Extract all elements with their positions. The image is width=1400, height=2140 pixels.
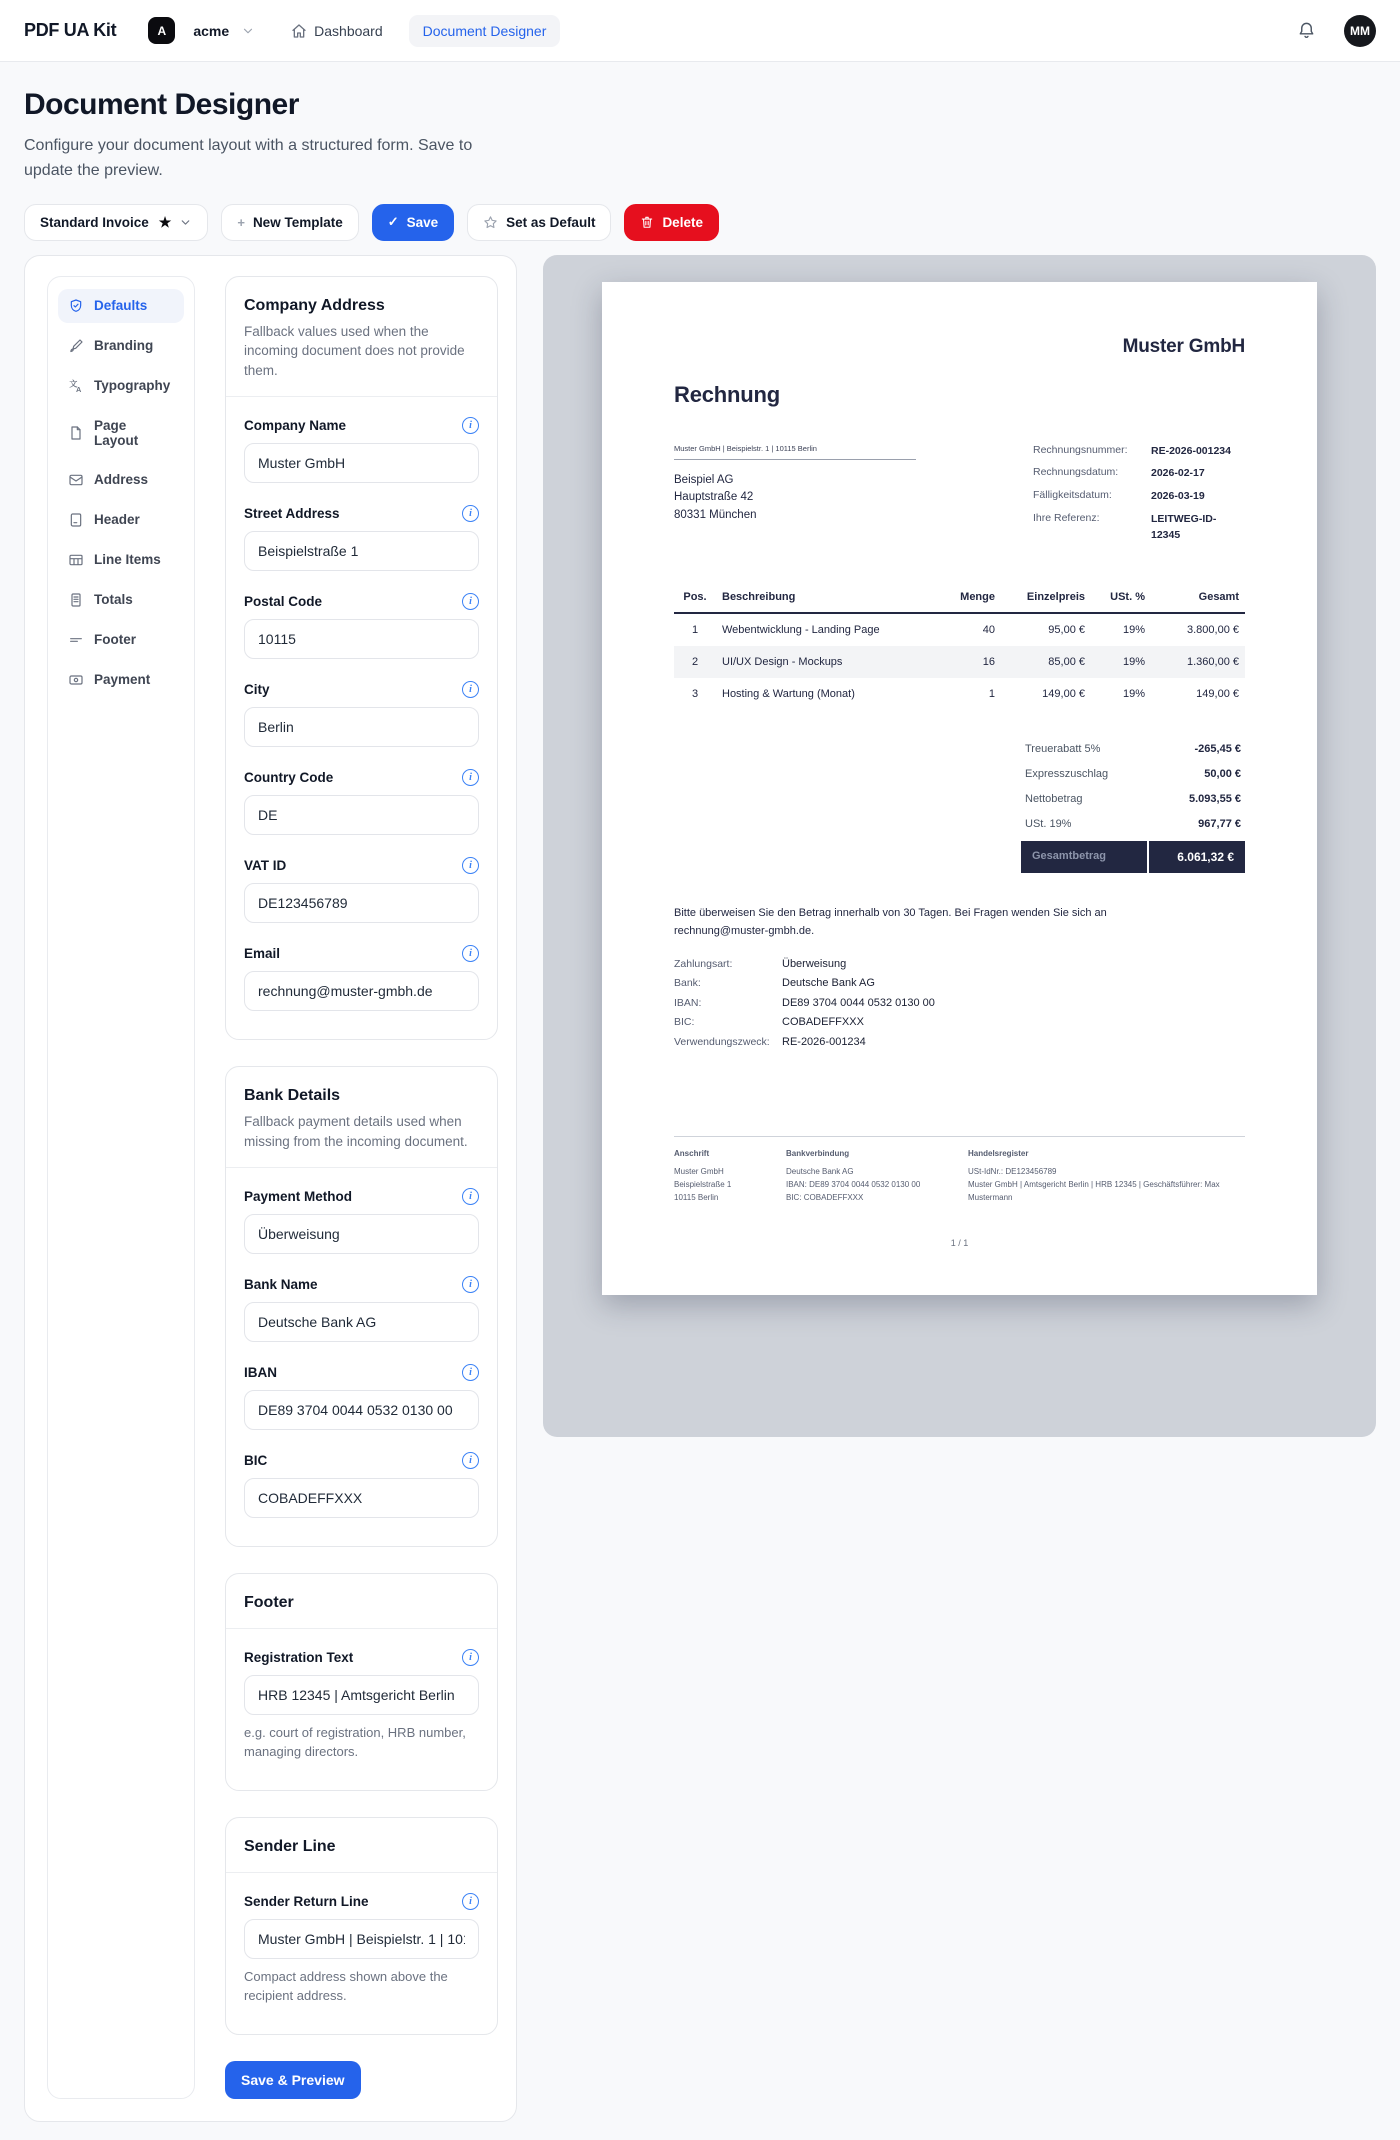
- file-text-icon: [68, 512, 84, 528]
- meta-label: Fälligkeitsdatum:: [1033, 489, 1112, 502]
- plus-icon: +: [237, 214, 245, 230]
- totals-row: USt. 19% 967,77 €: [1025, 817, 1241, 830]
- table-row: 3 Hosting & Wartung (Monat) 1 149,00 € 19% 149,00 €: [691, 688, 1239, 701]
- invoice-totals: [1021, 736, 1245, 873]
- sidebar-item-label: Defaults: [94, 298, 148, 314]
- street-address-input[interactable]: [244, 531, 479, 571]
- field-street-address: [244, 505, 479, 571]
- sidebar-item-line-items[interactable]: [58, 543, 184, 577]
- invoice-address-block: [674, 444, 916, 551]
- sidebar-item-payment[interactable]: [58, 663, 184, 697]
- envelope-icon: [68, 472, 84, 488]
- receipt-icon: [68, 592, 84, 608]
- nav-dashboard-label: Dashboard: [314, 22, 383, 39]
- invoice-page: [602, 282, 1317, 1295]
- shield-check-icon: [68, 298, 84, 314]
- section-company-address: [225, 276, 498, 1041]
- save-label: Save: [406, 214, 439, 230]
- info-icon[interactable]: i: [462, 1364, 479, 1381]
- grand-total-label: Gesamtbetrag: [1021, 841, 1147, 873]
- table-header-row: [674, 584, 1245, 613]
- designer-sidebar: [47, 276, 195, 2099]
- save-button[interactable]: [372, 204, 454, 241]
- set-default-label: Set as Default: [506, 214, 596, 230]
- set-default-button[interactable]: [467, 204, 611, 241]
- recipient-line: Hauptstraße 42: [674, 491, 754, 504]
- section-footer: [225, 1573, 498, 1791]
- info-icon[interactable]: i: [462, 857, 479, 874]
- info-icon[interactable]: i: [462, 1893, 479, 1910]
- info-icon[interactable]: i: [462, 1188, 479, 1205]
- meta-value: LEITWEG-ID-12345: [1151, 512, 1217, 541]
- field-iban: [244, 1364, 479, 1430]
- workspace-avatar[interactable]: A: [148, 17, 175, 44]
- email-input[interactable]: [244, 971, 479, 1011]
- invoice-meta: [1033, 444, 1245, 551]
- delete-label: Delete: [662, 214, 703, 230]
- section-description: Fallback values used when the incoming document does not provide them.: [244, 323, 465, 378]
- table-row: 1 Webentwicklung - Landing Page 40 95,00 € 19% 3.800,00 €: [691, 624, 1239, 637]
- section-sender-line: [225, 1817, 498, 2035]
- section-bank-details: [225, 1066, 498, 1547]
- field-bic: [244, 1452, 479, 1518]
- field-label: Company Name: [244, 418, 347, 434]
- save-preview-button[interactable]: Save & Preview: [225, 2061, 361, 2099]
- footer-col-handelsregister: Handelsregister USt-IdNr.: DE123456789 Muster GmbH | Amtsgericht Berlin | HRB 12345 | Geschäftsführer: Max Mustermann: [968, 1148, 1220, 1203]
- info-icon[interactable]: i: [462, 769, 479, 786]
- bank-name-input[interactable]: [244, 1302, 479, 1342]
- sidebar-item-label: Line Items: [94, 552, 161, 568]
- section-title: Footer: [244, 1594, 294, 1612]
- field-label: City: [244, 682, 270, 698]
- invoice-payment-note: Bitte überweisen Sie den Betrag innerhalb von 30 Tagen. Bei Fragen wenden Sie sich an rechnung@muster-gmbh.de.: [674, 907, 1107, 937]
- invoice-sender-line: Muster GmbH | Beispielstr. 1 | 10115 Berlin: [674, 444, 916, 460]
- postal-code-input[interactable]: [244, 619, 479, 659]
- grand-total: [1021, 841, 1245, 873]
- field-bank-name: [244, 1276, 479, 1342]
- meta-label: Ihre Referenz:: [1033, 511, 1100, 524]
- top-navbar: [0, 0, 1400, 62]
- designer-config-panel: [24, 255, 517, 2122]
- template-selector-label: Standard Invoice: [40, 214, 149, 230]
- nav-document-designer[interactable]: Document Designer: [409, 15, 561, 47]
- payment-method-input[interactable]: [244, 1214, 479, 1254]
- language-type-icon: [68, 378, 84, 394]
- meta-label: Rechnungsdatum:: [1033, 466, 1119, 479]
- star-filled-icon: ★: [158, 213, 172, 230]
- sidebar-item-label: Totals: [94, 592, 133, 608]
- registration-text-input[interactable]: [244, 1675, 479, 1715]
- invoice-company-name: Muster GmbH: [1122, 335, 1245, 357]
- sidebar-item-page-layout[interactable]: [58, 409, 184, 457]
- country-code-input[interactable]: [244, 795, 479, 835]
- field-vat-id: [244, 857, 479, 923]
- svg-text:文: 文: [69, 379, 78, 389]
- new-template-button[interactable]: [221, 204, 358, 241]
- meta-label: Rechnungsnummer:: [1033, 443, 1128, 456]
- info-icon[interactable]: i: [462, 593, 479, 610]
- sidebar-item-label: Address: [94, 472, 149, 488]
- sidebar-item-label: Branding: [94, 338, 154, 354]
- info-icon[interactable]: i: [462, 505, 479, 522]
- sender-return-line-input[interactable]: [244, 1919, 479, 1959]
- totals-row: Expresszuschlag 50,00 €: [1025, 767, 1241, 780]
- sidebar-item-label: Typography: [94, 378, 171, 394]
- field-email: [244, 945, 479, 1011]
- field-registration-text: [244, 1649, 479, 1762]
- col-unit-price: Einzelpreis: [1001, 584, 1091, 613]
- payment-detail-row: Bank: Deutsche Bank AG: [674, 977, 875, 990]
- new-template-label: New Template: [252, 214, 343, 230]
- field-hint: e.g. court of registration, HRB number, managing directors.: [244, 1725, 466, 1760]
- field-company-name: [244, 417, 479, 483]
- field-label: BIC: [244, 1453, 268, 1469]
- section-title: Bank Details: [244, 1087, 341, 1105]
- sidebar-item-label: Payment: [94, 672, 151, 688]
- document-preview-panel: [543, 255, 1376, 1437]
- invoice-footer: [674, 1136, 1245, 1205]
- section-description: Fallback payment details used when missing from the incoming document.: [244, 1114, 468, 1149]
- star-outline-icon: [483, 215, 498, 230]
- field-hint: Compact address shown above the recipient address.: [244, 1969, 448, 2003]
- page-subtitle: Configure your document layout with a structured form. Save to update the preview.: [24, 137, 473, 179]
- info-icon[interactable]: i: [462, 1276, 479, 1293]
- payment-detail-row: Zahlungsart: Überweisung: [674, 957, 847, 970]
- sidebar-item-address[interactable]: [58, 463, 184, 497]
- col-vat: USt. %: [1091, 584, 1151, 613]
- totals-row: Nettobetrag 5.093,55 €: [1025, 792, 1241, 805]
- col-total: Gesamt: [1151, 584, 1245, 613]
- meta-row: [1033, 489, 1245, 505]
- payment-detail-row: IBAN: DE89 3704 0044 0532 0130 00: [674, 996, 935, 1009]
- meta-row: [1033, 512, 1245, 544]
- sidebar-item-header[interactable]: [58, 503, 184, 537]
- field-country-code: [244, 769, 479, 835]
- check-icon: ✓: [387, 214, 399, 230]
- delete-button[interactable]: [624, 204, 719, 241]
- paintbrush-icon: [68, 338, 84, 354]
- table-icon: [68, 552, 84, 568]
- info-icon[interactable]: i: [462, 681, 479, 698]
- info-icon[interactable]: i: [462, 945, 479, 962]
- field-label: Payment Method: [244, 1189, 353, 1205]
- payment-detail-row: BIC: COBADEFFXXX: [674, 1016, 864, 1029]
- city-input[interactable]: [244, 707, 479, 747]
- lines-icon: [68, 632, 84, 648]
- sidebar-item-defaults[interactable]: [58, 289, 184, 323]
- footer-col-anschrift: Anschrift Muster GmbH Beispielstraße 1 10115 Berlin: [674, 1148, 732, 1203]
- field-label: Registration Text: [244, 1650, 354, 1666]
- col-pos: Pos.: [674, 584, 716, 613]
- invoice-line-items-table: [674, 584, 1245, 710]
- info-icon[interactable]: i: [462, 1649, 479, 1666]
- section-title: Sender Line: [244, 1838, 336, 1856]
- field-label: Street Address: [244, 506, 340, 522]
- field-sender-return-line: [244, 1893, 479, 2006]
- home-icon: [291, 23, 307, 39]
- sidebar-item-label: Header: [94, 512, 140, 528]
- template-selector[interactable]: [24, 204, 208, 241]
- sidebar-item-label: Page Layout: [94, 417, 139, 448]
- meta-value: RE-2026-001234: [1151, 444, 1231, 457]
- col-qty: Menge: [943, 584, 1001, 613]
- field-label: Bank Name: [244, 1277, 318, 1293]
- field-label: IBAN: [244, 1365, 277, 1381]
- trash-icon: [640, 215, 654, 229]
- footer-col-bankverbindung: Bankverbindung Deutsche Bank AG IBAN: DE89 3704 0044 0532 0130 00 BIC: COBADEFFXXX: [786, 1148, 921, 1203]
- field-postal-code: [244, 593, 479, 659]
- meta-row: [1033, 444, 1245, 460]
- field-city: [244, 681, 479, 747]
- field-label: Sender Return Line: [244, 1894, 369, 1910]
- banknote-icon: [68, 672, 84, 688]
- sidebar-item-totals[interactable]: [58, 583, 184, 617]
- designer-form: [225, 276, 498, 2099]
- template-toolbar: [0, 184, 1400, 241]
- invoice-page-indicator: 1 / 1: [950, 1238, 969, 1249]
- payment-detail-row: Verwendungszweck: RE-2026-001234: [674, 1035, 866, 1048]
- totals-row: Treuerabatt 5% -265,45 €: [1025, 742, 1241, 755]
- page-icon: [68, 425, 84, 441]
- info-icon[interactable]: i: [462, 1452, 479, 1469]
- chevron-down-icon: [179, 216, 192, 229]
- invoice-payment-details: [674, 958, 1245, 1048]
- sidebar-item-footer[interactable]: [58, 623, 184, 657]
- bell-icon[interactable]: [1297, 21, 1316, 40]
- section-title: Company Address: [244, 296, 385, 314]
- chevron-down-icon[interactable]: [241, 24, 255, 38]
- col-description: Beschreibung: [716, 584, 943, 613]
- svg-text:A: A: [76, 384, 82, 394]
- sidebar-item-typography[interactable]: [58, 369, 184, 403]
- meta-value: 2026-02-17: [1151, 467, 1205, 480]
- table-row: 2 UI/UX Design - Mockups 16 85,00 € 19% 1.360,00 €: [674, 646, 1245, 678]
- vat-id-input[interactable]: [244, 883, 479, 923]
- field-label: Postal Code: [244, 594, 323, 610]
- app-brand: PDF UA Kit: [24, 20, 117, 40]
- recipient-line: 80331 München: [674, 509, 757, 522]
- field-payment-method: [244, 1188, 479, 1254]
- iban-input[interactable]: [244, 1390, 479, 1430]
- meta-value: 2026-03-19: [1151, 490, 1205, 503]
- user-avatar[interactable]: MM: [1344, 15, 1376, 47]
- field-label: Email: [244, 946, 281, 962]
- info-icon[interactable]: i: [462, 417, 479, 434]
- field-label: VAT ID: [244, 858, 287, 874]
- grand-total-value: 6.061,32 €: [1149, 841, 1245, 873]
- company-name-input[interactable]: [244, 443, 479, 483]
- bic-input[interactable]: [244, 1478, 479, 1518]
- meta-row: [1033, 466, 1245, 482]
- invoice-title: Rechnung: [674, 381, 780, 407]
- invoice-recipient: [674, 472, 916, 525]
- nav-dashboard[interactable]: [291, 23, 383, 39]
- field-label: Country Code: [244, 770, 334, 786]
- sidebar-item-branding[interactable]: [58, 329, 184, 363]
- page-title: Document Designer: [24, 88, 299, 121]
- sidebar-item-label: Footer: [94, 632, 136, 648]
- recipient-line: Beispiel AG: [674, 473, 734, 486]
- workspace-name[interactable]: acme: [193, 22, 230, 39]
